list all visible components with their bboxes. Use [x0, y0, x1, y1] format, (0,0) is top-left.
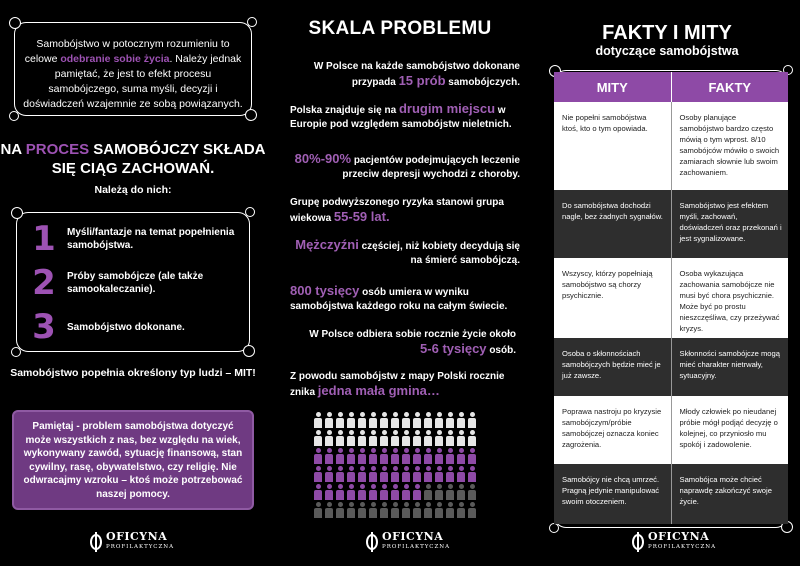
person-icon — [457, 448, 465, 464]
fact-1 — [290, 60, 520, 90]
step-2 — [29, 263, 237, 303]
person-icon — [435, 484, 443, 500]
person-icon — [446, 430, 454, 446]
people-row — [314, 412, 494, 430]
people-row — [314, 484, 494, 502]
person-icon — [380, 466, 388, 482]
step-3 — [29, 307, 237, 347]
person-icon — [402, 412, 410, 428]
person-icon — [325, 448, 333, 464]
fact-text: osób umiera w wyniku samobójstwa każdego roku na całym świecie. — [290, 287, 508, 312]
person-icon — [435, 412, 443, 428]
person-icon — [347, 502, 355, 518]
fact-cell: Młody człowiek po nieudanej próbie mógł podjąć decyzję o kolejnej, co przyniosło mu spokój i zadowolenie. — [672, 396, 789, 464]
person-icon — [358, 502, 366, 518]
fact-highlight: 80%-90% — [294, 151, 352, 166]
fact-highlight: 55-59 lat. — [333, 209, 390, 224]
fact-text: w Europie pod względem samobójstw nieletnich. — [290, 105, 512, 130]
logo-icon — [90, 534, 102, 550]
fact-cell: Osoby planujące samobójstwo bardzo często mówią o tym wprost. 8/10 samobójców mówiło o swoich zamiarach słownie lub swoim zachowaniem. — [672, 102, 789, 190]
people-pictogram — [314, 412, 494, 520]
person-icon — [446, 502, 454, 518]
step-1 — [29, 219, 237, 259]
person-icon — [435, 448, 443, 464]
person-icon — [402, 448, 410, 464]
person-icon — [468, 466, 476, 482]
person-icon — [347, 430, 355, 446]
person-icon — [314, 448, 322, 464]
fact-7 — [306, 328, 516, 358]
person-icon — [325, 466, 333, 482]
logo — [366, 532, 450, 552]
fact-text: pacjentów podejmujących leczenie przeciw depresji wychodzi z choroby. — [342, 155, 520, 180]
person-icon — [402, 484, 410, 500]
myth-cell: Do samobójstwa dochodzi nagle, bez żadnych sygnałów. — [554, 190, 672, 258]
intro-box — [14, 22, 252, 116]
fact-highlight: 5-6 tysięcy — [420, 341, 487, 356]
table-row — [554, 190, 788, 258]
person-icon — [325, 484, 333, 500]
intro-text-1: Samobójstwo w potocznym rozumieniu to celowe — [24, 38, 230, 65]
person-icon — [325, 430, 333, 446]
logo-icon — [632, 534, 644, 550]
person-icon — [325, 502, 333, 518]
facts-myths-subtitle: dotyczące samobójstwa — [595, 44, 739, 58]
step-number: 2 — [32, 263, 56, 303]
fact-text: Z powodu samobójstw z mapy Polski rocznie znika — [290, 371, 505, 398]
fact-text: osób. — [486, 345, 516, 356]
table-row — [554, 396, 788, 464]
person-icon — [336, 466, 344, 482]
fact-4 — [290, 196, 520, 226]
person-icon — [457, 502, 465, 518]
person-icon — [358, 466, 366, 482]
myth-note: Samobójstwo popełnia określony typ ludzi – MIT! — [10, 367, 256, 379]
myth-cell: Osoba o skłonnościach samobójczych będzie mieć je już zawsze. — [554, 338, 672, 396]
person-icon — [314, 466, 322, 482]
header-myths: MITY — [554, 72, 672, 102]
logo — [90, 532, 174, 552]
person-icon — [435, 502, 443, 518]
person-icon — [314, 484, 322, 500]
person-icon — [413, 412, 421, 428]
process-heading-highlight: PROCES — [25, 141, 90, 158]
scale-title: SKALA PROBLEMU — [308, 18, 492, 39]
people-row — [314, 466, 494, 484]
logo-line-2: PROFILAKTYCZNA — [106, 544, 175, 550]
person-icon — [424, 502, 432, 518]
table-row — [554, 338, 788, 396]
person-icon — [468, 484, 476, 500]
logo-line-1: OFICYNA — [382, 530, 444, 543]
fact-2 — [290, 102, 520, 132]
person-icon — [457, 466, 465, 482]
person-icon — [347, 448, 355, 464]
person-icon — [347, 466, 355, 482]
column-scale — [266, 0, 534, 566]
person-icon — [336, 430, 344, 446]
fact-text: Polska znajduje się na — [290, 105, 399, 116]
person-icon — [369, 502, 377, 518]
fact-cell: Samobójstwo jest efektem myśli, zachowań, doświadczeń oraz przekonań i jest sygnalizowane. — [672, 190, 789, 258]
person-icon — [380, 430, 388, 446]
person-icon — [325, 412, 333, 428]
header-facts: FAKTY — [672, 72, 789, 102]
person-icon — [358, 412, 366, 428]
person-icon — [314, 430, 322, 446]
person-icon — [314, 412, 322, 428]
person-icon — [413, 430, 421, 446]
steps-box — [16, 212, 250, 352]
myth-cell: Wszyscy, którzy popełniają samobójstwo są chorzy psychicznie. — [554, 258, 672, 338]
table-row — [554, 102, 788, 190]
table-header — [554, 72, 788, 102]
person-icon — [336, 502, 344, 518]
fact-8 — [290, 370, 526, 400]
person-icon — [347, 484, 355, 500]
logo — [632, 532, 716, 552]
person-icon — [314, 502, 322, 518]
person-icon — [468, 412, 476, 428]
step-text: Samobójstwo dokonane. — [67, 321, 185, 333]
fact-highlight: 15 prób — [398, 73, 446, 88]
intro-highlight: odebranie sobie życia — [60, 53, 170, 65]
person-icon — [391, 430, 399, 446]
warning-box: Pamiętaj - problem samobójstwa dotyczyć może wszystkich z nas, bez względu na wiek, wykonywany zawód, sytuację finansową, stan cywilny, rasę, obywatelstwo, czy religię. Nie odwracajmy wzroku – ktoś może potrzebować naszej pomocy. — [12, 410, 254, 510]
fact-cell: Osoba wykazująca zachowania samobójcze nie musi być chora psychicznie. Może być po prostu nieszczęśliwa, czy przeżywać kryzys. — [672, 258, 789, 338]
fact-highlight: drugim miejscu — [398, 101, 496, 116]
person-icon — [424, 484, 432, 500]
fact-text: samobójczych. — [445, 77, 520, 88]
fact-3 — [290, 152, 520, 182]
fact-5 — [290, 238, 520, 268]
person-icon — [369, 430, 377, 446]
person-icon — [380, 412, 388, 428]
person-icon — [391, 448, 399, 464]
person-icon — [424, 466, 432, 482]
table-row — [554, 258, 788, 338]
person-icon — [413, 448, 421, 464]
person-icon — [402, 502, 410, 518]
person-icon — [446, 466, 454, 482]
person-icon — [446, 412, 454, 428]
fact-text: W Polsce odbiera sobie rocznie życie około — [309, 329, 516, 340]
person-icon — [446, 484, 454, 500]
step-number: 1 — [32, 219, 56, 259]
logo-icon — [366, 534, 378, 550]
fact-text: częściej, niż kobiety decydują się na śmierć samobójczą. — [358, 241, 520, 266]
fact-text: W Polsce na każde samobójstwo dokonane przypada — [313, 61, 520, 88]
person-icon — [391, 466, 399, 482]
person-icon — [336, 412, 344, 428]
process-heading — [0, 140, 266, 178]
person-icon — [391, 502, 399, 518]
person-icon — [369, 484, 377, 500]
logo-line-1: OFICYNA — [648, 530, 710, 543]
table-row — [554, 464, 788, 524]
person-icon — [369, 448, 377, 464]
person-icon — [380, 502, 388, 518]
logo-line-1: OFICYNA — [106, 530, 168, 543]
person-icon — [358, 484, 366, 500]
person-icon — [380, 484, 388, 500]
person-icon — [336, 484, 344, 500]
person-icon — [336, 448, 344, 464]
person-icon — [402, 430, 410, 446]
fact-text: Grupę podwyższonego ryzyka stanowi grupa wiekowa — [290, 197, 504, 224]
person-icon — [402, 466, 410, 482]
person-icon — [457, 430, 465, 446]
person-icon — [424, 448, 432, 464]
person-icon — [424, 412, 432, 428]
facts-myths-title: FAKTY I MITY — [602, 22, 732, 44]
step-number: 3 — [32, 307, 56, 347]
myth-cell: Samobójcy nie chcą umrzeć. Pragną jedynie manipulować swoim otoczeniem. — [554, 464, 672, 524]
person-icon — [413, 502, 421, 518]
fact-cell: Samobójca może chcieć naprawdę zakończyć swoje życie. — [672, 464, 789, 524]
person-icon — [358, 430, 366, 446]
person-icon — [413, 484, 421, 500]
column-process — [0, 0, 266, 566]
person-icon — [391, 484, 399, 500]
people-row — [314, 430, 494, 448]
fact-highlight: 800 tysięcy — [290, 283, 360, 298]
column-facts-myths — [534, 0, 800, 566]
fact-highlight: Mężczyźni — [295, 237, 359, 252]
person-icon — [446, 448, 454, 464]
person-icon — [413, 466, 421, 482]
person-icon — [468, 502, 476, 518]
person-icon — [380, 448, 388, 464]
person-icon — [435, 466, 443, 482]
step-text: Próby samobójcze (ale także samookaleczanie). — [67, 271, 204, 295]
myth-cell: Poprawa nastroju po kryzysie samobójczym/próbie samobójczej oznacza koniec zagrożenia. — [554, 396, 672, 464]
process-heading-pre: NA — [0, 141, 26, 158]
myth-cell: Nie popełni samobójstwa ktoś, kto o tym opowiada. — [554, 102, 672, 190]
steps-intro: Należą do nich: — [94, 184, 172, 196]
person-icon — [468, 448, 476, 464]
logo-line-2: PROFILAKTYCZNA — [382, 544, 451, 550]
people-row — [314, 502, 494, 520]
person-icon — [358, 448, 366, 464]
person-icon — [347, 412, 355, 428]
person-icon — [457, 484, 465, 500]
person-icon — [369, 466, 377, 482]
people-row — [314, 448, 494, 466]
person-icon — [468, 430, 476, 446]
intro-text-2: . Należy jednak pamiętać, że jest to efekt procesu samobójczego, suma myśli, decyzji i doświadczeń wzajemnie ze sobą powiązanych. — [23, 53, 243, 110]
person-icon — [369, 412, 377, 428]
person-icon — [424, 430, 432, 446]
fact-highlight: jedna mała gmina… — [317, 383, 440, 398]
process-heading-post: SAMOBÓJCZY SKŁADA SIĘ CIĄG ZACHOWAŃ. — [51, 141, 266, 177]
logo-line-2: PROFILAKTYCZNA — [648, 544, 717, 550]
person-icon — [457, 412, 465, 428]
person-icon — [435, 430, 443, 446]
fact-6 — [290, 284, 520, 314]
step-text: Myśli/fantazje na temat popełnienia samobójstwa. — [67, 227, 235, 251]
person-icon — [391, 412, 399, 428]
fact-cell: Skłonności samobójcze mogą mieć charakter nietrwały, sytuacyjny. — [672, 338, 789, 396]
